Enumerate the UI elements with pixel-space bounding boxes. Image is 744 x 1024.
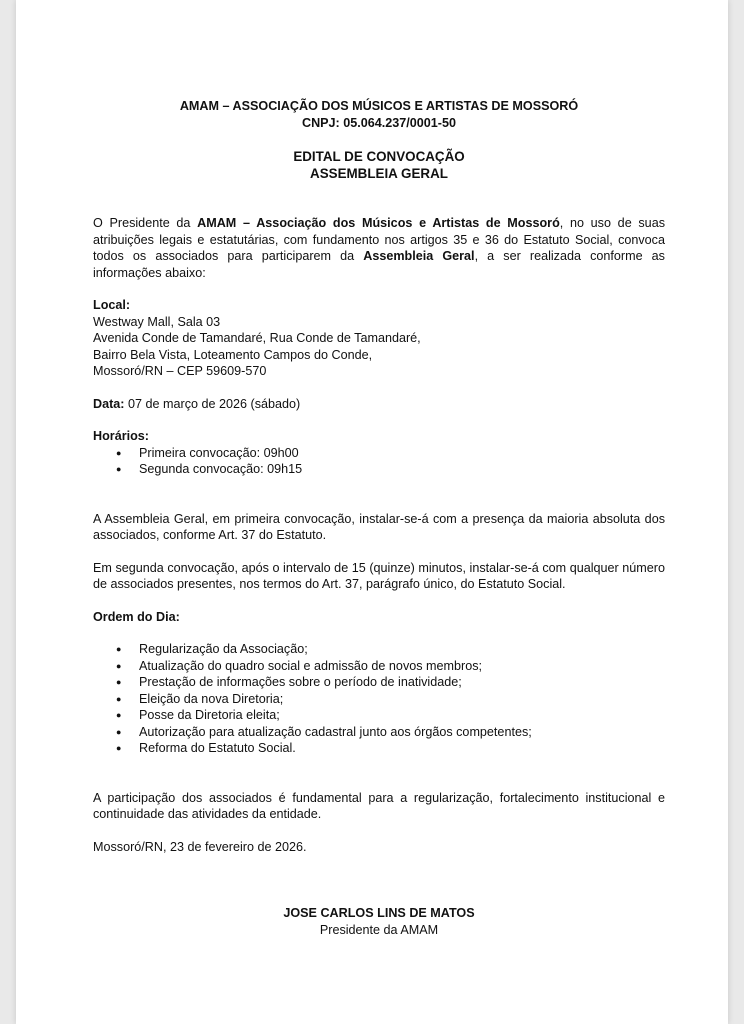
date-value: 07 de março de 2026 (sábado) — [124, 396, 301, 411]
second-call-paragraph: Em segunda convocação, após o intervalo de 15 (quinze) minutos, instalar-se-á com qualquer número de associados presentes, nos termos do Art. 37, parágrafo único, do Estatuto Social. — [93, 560, 665, 591]
list-item: ● Segunda convocação: 09h15 — [139, 461, 665, 478]
org-name: AMAM – ASSOCIAÇÃO DOS MÚSICOS E ARTISTAS DE MOSSORÓ — [179, 99, 579, 113]
closing-paragraph: A participação dos associados é fundamental para a regularização, fortalecimento institucional e continuidade das atividades da entidade. — [93, 790, 665, 821]
title-line-2: ASSEMBLEIA GERAL — [310, 166, 448, 181]
list-item: ● Regularização da Associação; — [139, 641, 665, 658]
list-item: ● Atualização do quadro social e admissão de novos membros; — [139, 658, 665, 675]
intro-part-3: , a ser realizada conforme as informações abaixo: — [93, 249, 665, 280]
ordem-list — [93, 641, 665, 757]
local-line: Mossoró/RN – CEP 59609-570 — [93, 364, 267, 378]
date-line — [93, 396, 665, 413]
date-label: Data: — [93, 396, 125, 411]
local-line: Westway Mall, Sala 03 — [93, 314, 221, 329]
horarios-list — [93, 445, 665, 478]
local-label: Local: — [93, 298, 131, 312]
list-item: ● Posse da Diretoria eleita; — [139, 707, 665, 724]
document-content — [93, 98, 665, 938]
horarios-label: Horários: — [93, 429, 149, 443]
local-line: Avenida Conde de Tamandaré, Rua Conde de Tamandaré, — [93, 331, 421, 345]
date-place: Mossoró/RN, 23 de fevereiro de 2026. — [93, 839, 307, 854]
list-item: ● Reforma do Estatuto Social. — [139, 740, 665, 757]
list-item: ● Primeira convocação: 09h00 — [139, 445, 665, 462]
signature-role: Presidente da AMAM — [319, 922, 439, 937]
intro-assembly: Assembleia Geral — [363, 249, 475, 263]
intro-part-1: O Presidente da — [93, 216, 198, 230]
intro-part-2: , no uso de suas atribuições legais e estatutárias, com fundamento nos artigos 35 e 36 do Estatuto Social, convoca todos os associados para participarem da — [93, 216, 665, 263]
intro-org-name: AMAM – Associação dos Músicos e Artistas de Mossoró — [197, 216, 560, 230]
list-item: ● Eleição da nova Diretoria; — [139, 691, 665, 708]
ordem-label: Ordem do Dia: — [93, 609, 180, 624]
list-item: ● Autorização para atualização cadastral junto aos órgãos competentes; — [139, 724, 665, 741]
first-call-paragraph: A Assembleia Geral, em primeira convocação, instalar-se-á com a presença da maioria absoluta dos associados, conforme Art. 37 do Estatuto. — [93, 511, 665, 542]
intro-paragraph — [93, 215, 665, 281]
document-page — [16, 0, 728, 1024]
title-line-1: EDITAL DE CONVOCAÇÃO — [293, 149, 465, 164]
signature-name: JOSE CARLOS LINS DE MATOS — [283, 906, 475, 920]
list-item: ● Prestação de informações sobre o período de inatividade; — [139, 674, 665, 691]
cnpj: CNPJ: 05.064.237/0001-50 — [301, 115, 457, 130]
local-line: Bairro Bela Vista, Loteamento Campos do Conde, — [93, 347, 373, 362]
